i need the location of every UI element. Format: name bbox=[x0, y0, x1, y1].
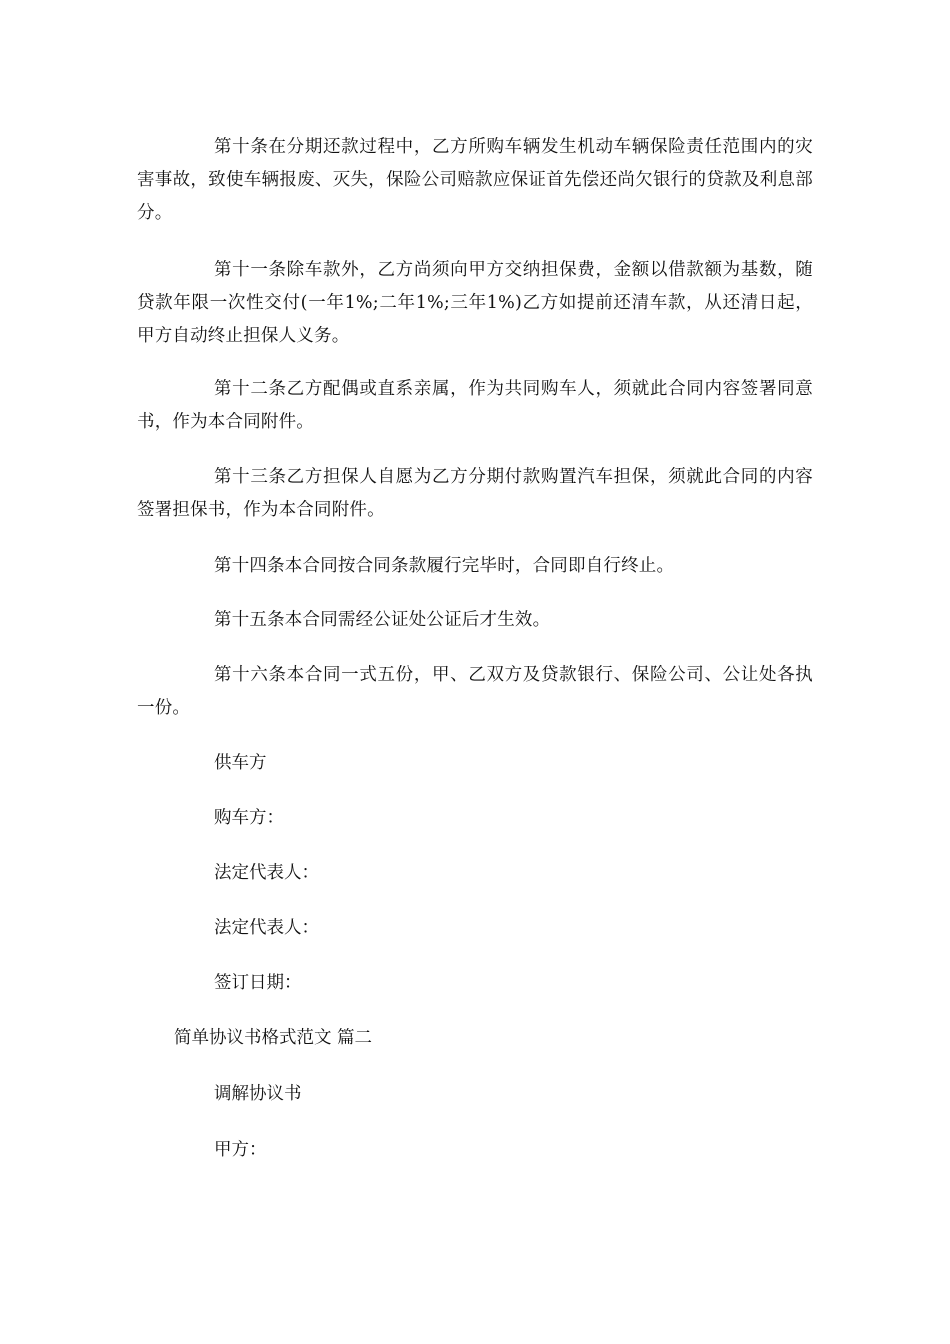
article-14: 第十四条本合同按合同条款履行完毕时，合同即自行终止。 bbox=[214, 556, 675, 576]
signature-legal-rep-2: 法定代表人： bbox=[214, 918, 319, 938]
section-heading: 简单协议书格式范文 篇二 bbox=[174, 1028, 373, 1048]
signature-buyer: 购车方： bbox=[214, 808, 284, 828]
article-16: 第十六条本合同一式五份，甲、乙双方及贷款银行、保险公司、公让处各执一份。 bbox=[137, 665, 813, 718]
article-10: 第十条在分期还款过程中，乙方所购车辆发生机动车辆保险责任范围内的灾害事故，致使车辆报废、灭失，保险公司赔款应保证首先偿还尚欠银行的贷款及利息部分。 bbox=[137, 137, 813, 223]
article-12: 第十二条乙方配偶或直系亲属，作为共同购车人，须就此合同内容签署同意书，作为本合同附件。 bbox=[137, 379, 813, 432]
signature-supplier: 供车方 bbox=[214, 753, 267, 773]
signature-legal-rep-1: 法定代表人： bbox=[214, 863, 319, 883]
party-a-label: 甲方： bbox=[214, 1140, 267, 1160]
agreement-title: 调解协议书 bbox=[214, 1084, 302, 1104]
signature-date: 签订日期： bbox=[214, 973, 302, 993]
article-11: 第十一条除车款外，乙方尚须向甲方交纳担保费，金额以借款额为基数，随贷款年限一次性交付(一年1%;二年1%;三年1%)乙方如提前还清车款，从还清日起，甲方自动终止担保人义务。 bbox=[137, 260, 813, 346]
article-13: 第十三条乙方担保人自愿为乙方分期付款购置汽车担保，须就此合同的内容签署担保书，作为本合同附件。 bbox=[137, 467, 813, 520]
article-15: 第十五条本合同需经公证处公证后才生效。 bbox=[214, 610, 551, 630]
